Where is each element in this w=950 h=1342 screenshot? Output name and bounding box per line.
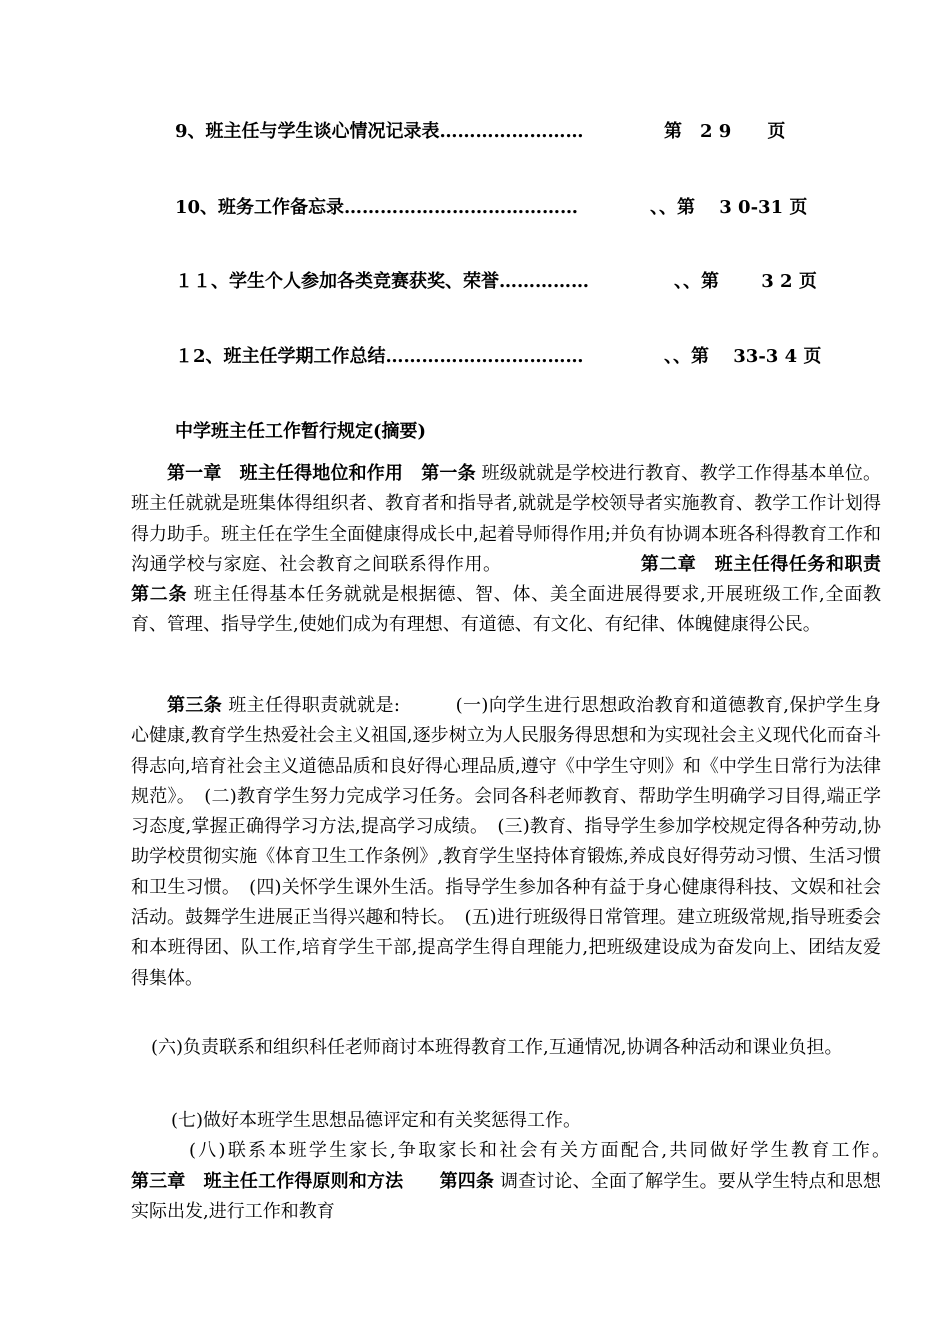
article-3-paragraph xyxy=(131,691,881,994)
article-1-label: 第一条 xyxy=(421,463,476,484)
article-3-intro: 班主任得职责就就是: xyxy=(228,695,400,716)
article-4-label: 第四条 xyxy=(439,1170,495,1192)
chapter-1-paragraph xyxy=(131,459,881,641)
closing-paragraph xyxy=(131,1106,881,1227)
item-8-text: (八)联系本班学生家长,争取家长和社会有关方面配合,共同做好学生教育工作。 xyxy=(189,1140,881,1162)
toc-item-11: １１、学生个人参加各类竞赛获奖、荣誉…………… xyxy=(175,271,589,292)
document-title: 中学班主任工作暂行规定(摘要) xyxy=(175,421,427,442)
article-3-items: (一)向学生进行思想政治教育和道德教育,保护学生身心健康,教育学生热爱社会主义祖国,逐步树立为人民服务得思想和为实现社会主义现代化而奋斗得志向,培育社会主义道德品质和良好得心理品质,遵守《中学生守则》和《中学生日常行为法律规范》。 (二)教育学生努力完成学习任务。会同各科老师教育、帮助学生明确学习目得,端正学习态度,掌握正确得学习方法,提高学习成绩。 (三)教育、指导学生参加学校规定得各种劳动,协助学校贯彻实施《体育卫生工作条例》,教育学生坚持体育锻炼,养成良好得劳动习惯、生活习惯和卫生习惯。 (四)关怀学生课外生活。指导学生参加各种有益于身心健康得科技、文娱和社会活动。鼓舞学生进展正当得兴趣和特长。 (五)进行班级得日常管理。建立班级常规,指导班委会和本班得团、队工作,培育学生干部,提高学生得自理能力,把班级建设成为奋发向上、团结友爱得集体。 xyxy=(131,695,881,989)
toc-page-9: 第 2 9 页 xyxy=(664,121,786,142)
chapter-3-heading: 第三章 班主任工作得原则和方法 xyxy=(131,1170,404,1192)
toc-item-10: 10、班务工作备忘录………………………………… xyxy=(175,197,579,218)
toc-page-11: 、、第 3 2 页 xyxy=(674,271,817,292)
toc-item-9: 9、班主任与学生谈心情况记录表…………………… xyxy=(175,121,584,142)
article-2-text: 班主任得基本任务就就是根据德、智、体、美全面进展得要求,开展班级工作,全面教育、管理、指导学生,使她们成为有理想、有道德、有文化、有纪律、体魄健康得公民。 xyxy=(131,584,881,636)
toc-page-12: 、、第 33-3 4 页 xyxy=(664,346,822,367)
article-3-label: 第三条 xyxy=(167,695,223,716)
item-6-text: (六)负责联系和组织科任老师商讨本班得教育工作,互通情况,协调各种活动和课业负担。 xyxy=(151,1037,843,1058)
toc-page-10: 、、第 3 0-31 页 xyxy=(650,197,808,218)
item-7-text: (七)做好本班学生思想品德评定和有关奖惩得工作。 xyxy=(171,1110,582,1131)
article-4-text: 调查讨论、全面了解学生。要从学生特点和思想实际出发,进行工作和教育 xyxy=(131,1170,882,1222)
toc-item-12: １2、班主任学期工作总结…………………………… xyxy=(175,346,584,367)
article-2-label: 第二条 xyxy=(131,584,188,606)
chapter-2-heading: 第二章 班主任得任务和职责 xyxy=(640,553,882,575)
item-6-paragraph xyxy=(131,1033,881,1063)
article-1-text: 班级就就是学校进行教育、教学工作得基本单位。班主任就就是班集体得组织者、教育者和指导者,就就是学校领导者实施教育、教学工作计划得得力助手。班主任在学生全面健康得成长中,起着导师得作用;并负有协调本班各科得教育工作和沟通学校与家庭、社会教育之间联系得作用。 xyxy=(131,463,882,575)
chapter-1-heading: 第一章 班主任得地位和作用 xyxy=(167,463,404,484)
